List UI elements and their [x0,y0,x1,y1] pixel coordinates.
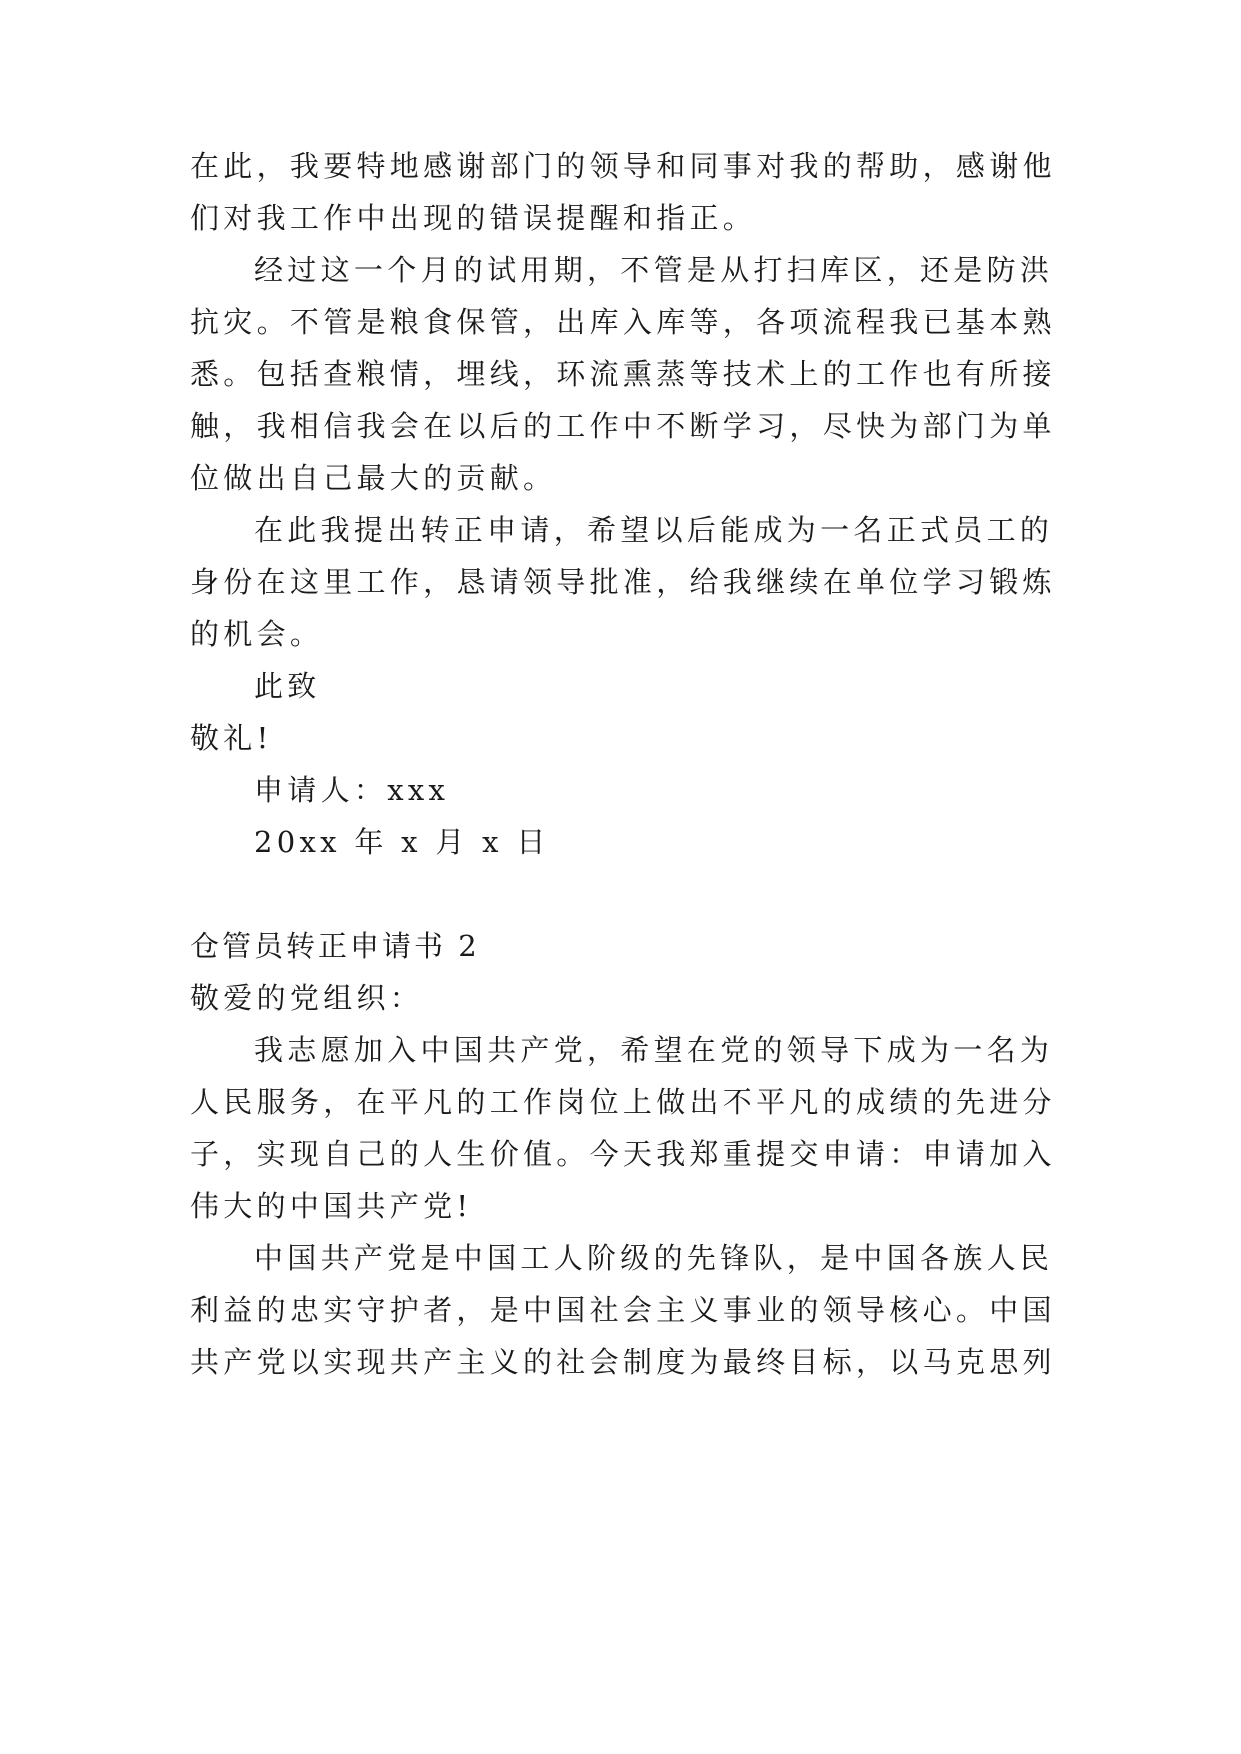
text-line: 们对我工作中出现的错误提醒和指正。 [190,201,757,235]
text-line: 子，实现自己的人生价值。今天我郑重提交申请：申请加入 [190,1137,1056,1171]
applicant-signature: 申请人：xxx [254,773,450,807]
paragraph-start-line: 中国共产党是中国工人阶级的先锋队，是中国各族人民 [254,1241,1054,1275]
text-line: 在此，我要特地感谢部门的领导和同事对我的帮助，感谢他 [190,149,1056,183]
text-line: 抗灾。不管是粮食保管，出库入库等，各项流程我已基本熟 [190,305,1056,339]
text-line: 位做出自己最大的贡献。 [190,461,557,495]
letter-date: 20xx 年 x 月 x 日 [254,825,550,859]
text-line: 的机会。 [190,617,324,651]
letter-greeting: 敬爱的党组织： [190,981,424,1015]
text-line: 利益的忠实守护者，是中国社会主义事业的领导核心。中国 [190,1293,1056,1327]
text-line: 悉。包括查粮情，埋线，环流熏蒸等技术上的工作也有所接 [190,357,1056,391]
paragraph-start-line: 经过这一个月的试用期，不管是从打扫库区，还是防洪 [254,253,1054,287]
section-title: 仓管员转正申请书 2 [190,929,480,963]
text-line: 人民服务，在平凡的工作岗位上做出不平凡的成绩的先进分 [190,1085,1056,1119]
text-line: 伟大的中国共产党! [190,1189,473,1223]
letter-closing: 此致 [254,669,321,703]
text-line: 身份在这里工作，恳请领导批准，给我继续在单位学习锻炼 [190,565,1056,599]
paragraph-start-line: 在此我提出转正申请，希望以后能成为一名正式员工的 [254,513,1054,547]
paragraph-start-line: 我志愿加入中国共产党，希望在党的领导下成为一名为 [254,1033,1054,1067]
text-line: 共产党以实现共产主义的社会制度为最终目标，以马克思列 [190,1345,1056,1379]
letter-salute: 敬礼! [190,721,273,755]
text-line: 触，我相信我会在以后的工作中不断学习，尽快为部门为单 [190,409,1056,443]
